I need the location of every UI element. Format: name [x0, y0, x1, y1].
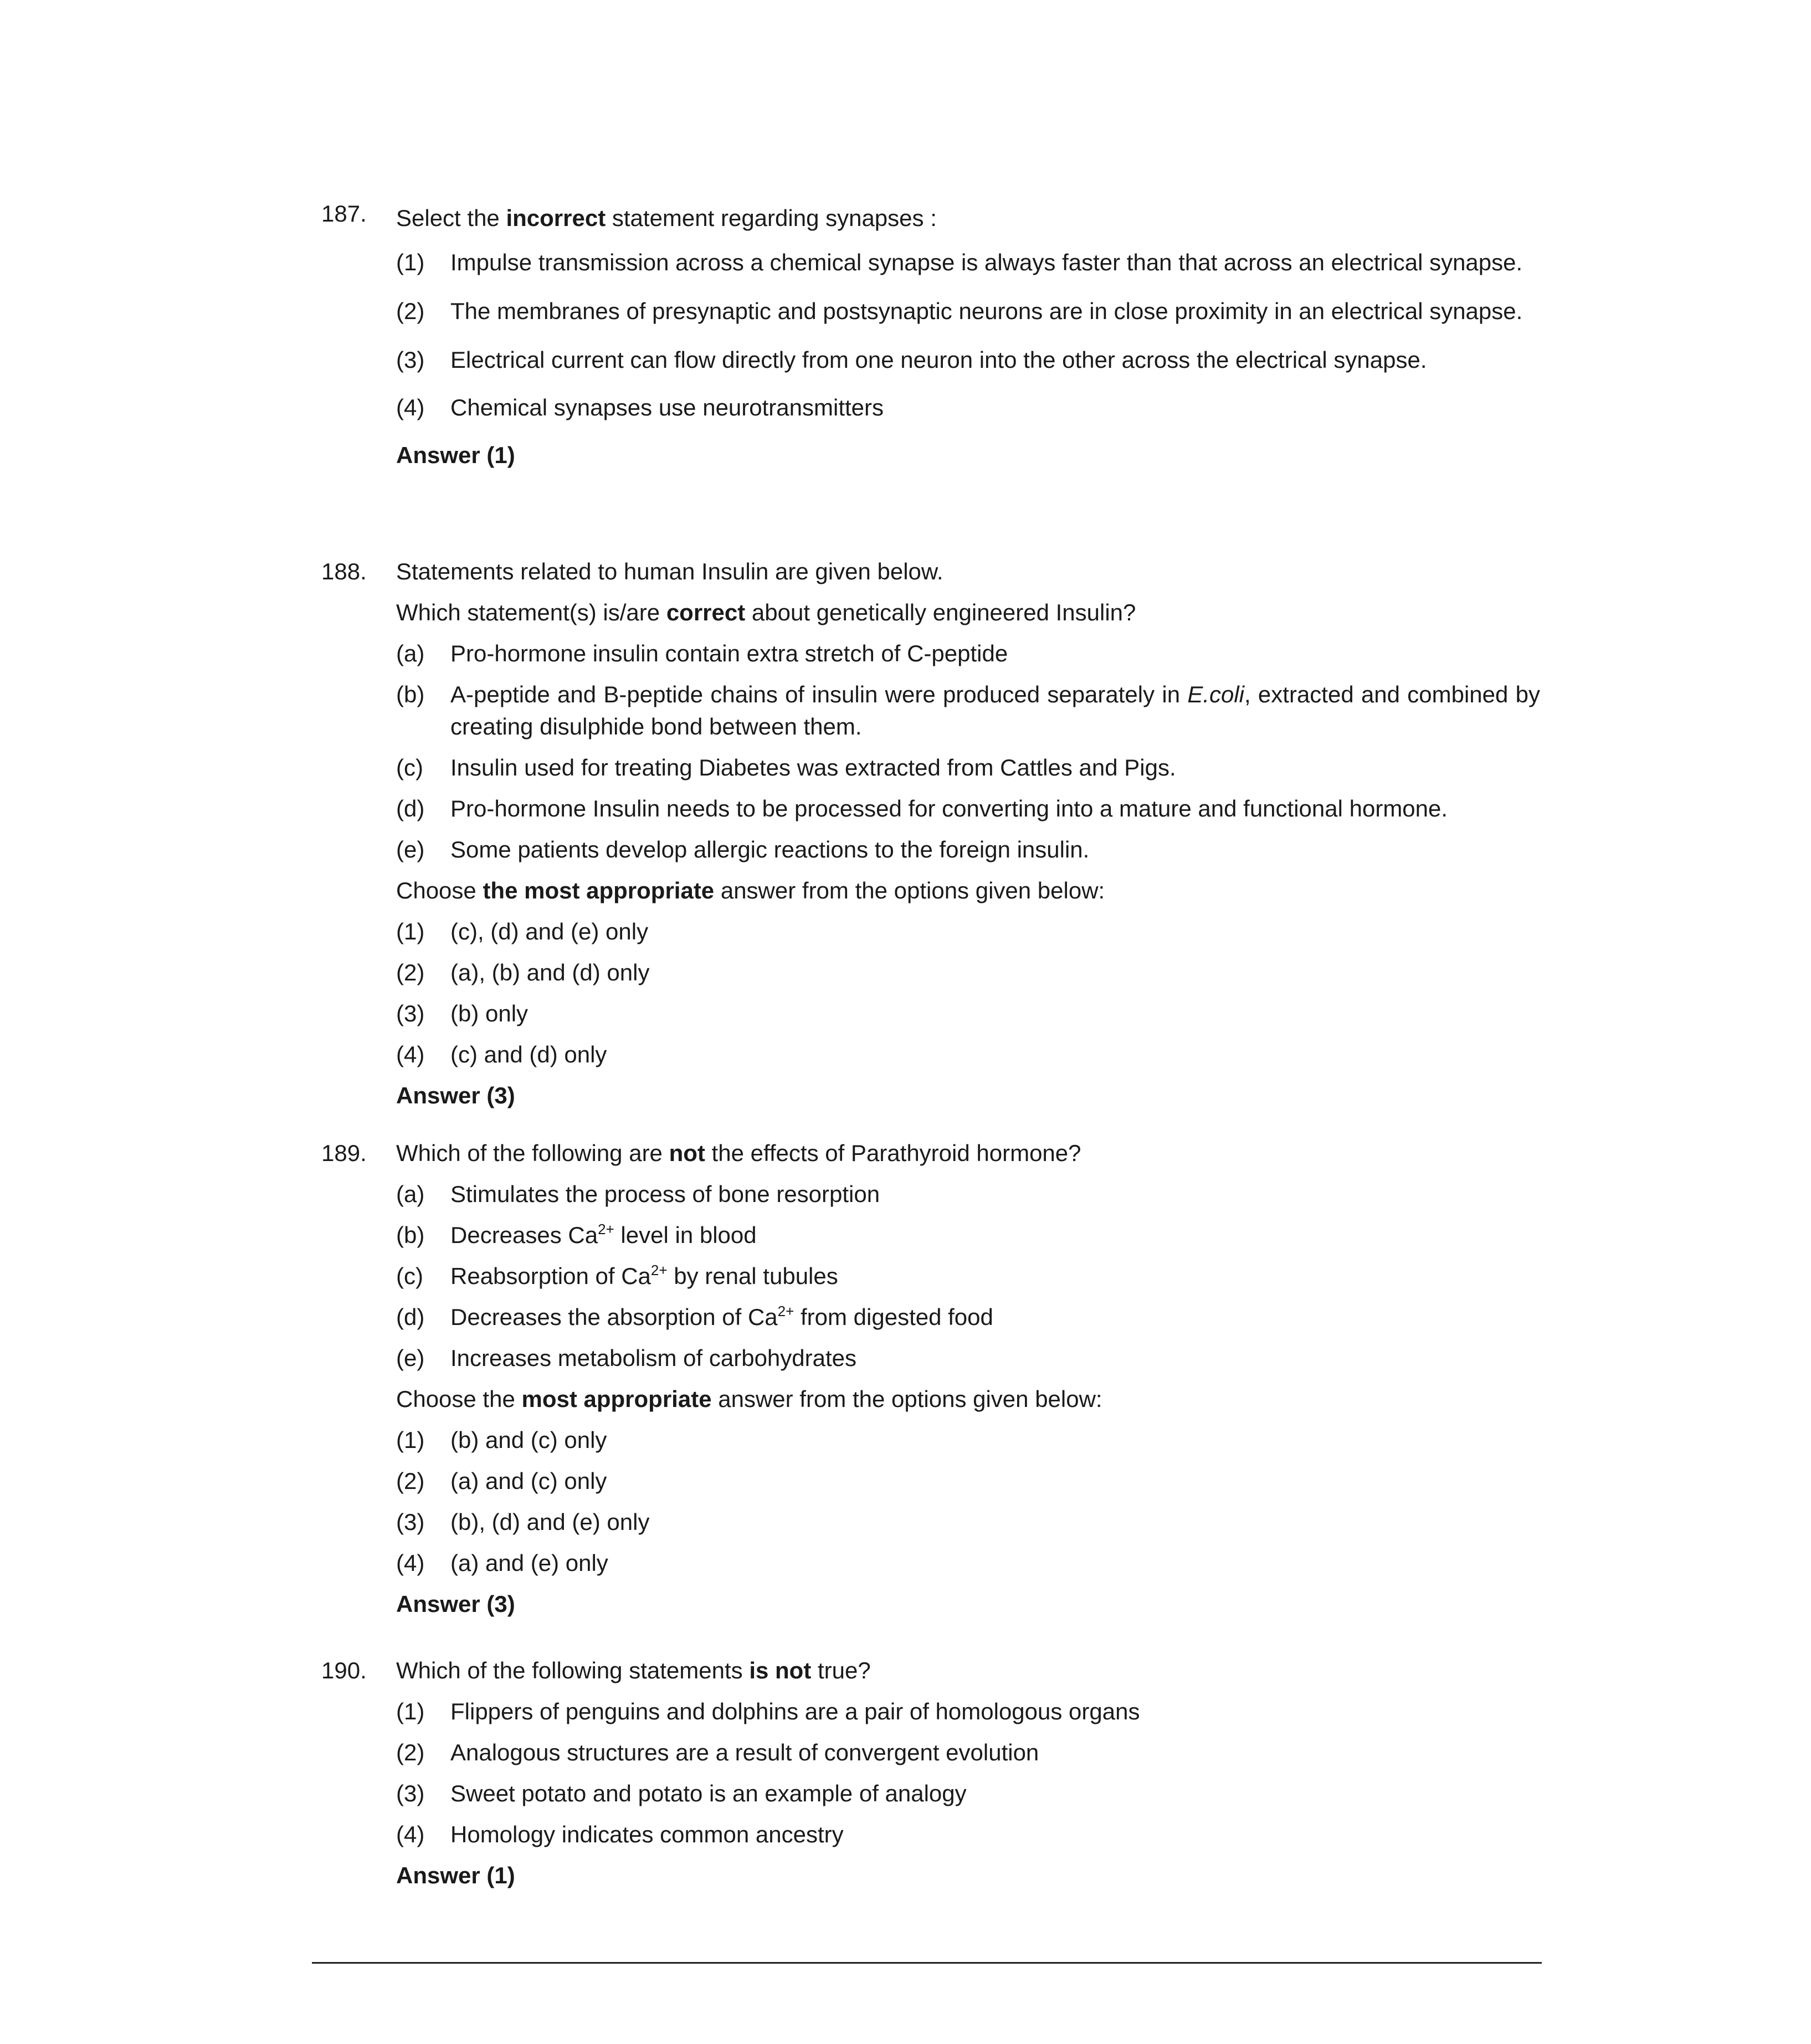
statement-label: (c)	[396, 1263, 423, 1289]
option-3	[396, 998, 1540, 1030]
statement-a	[396, 638, 1540, 670]
option-text: (a), (b) and (d) only	[450, 959, 650, 985]
question-188	[321, 556, 1540, 1112]
option-label: (3)	[396, 1000, 425, 1026]
statement-a	[396, 1178, 1540, 1210]
stem-text: Which of the following are	[396, 1140, 669, 1166]
option-text: Homology indicates common ancestry	[450, 1821, 844, 1847]
statement-text-part: by renal tubules	[667, 1263, 838, 1289]
question-187	[321, 198, 1540, 471]
question-body	[396, 202, 1540, 471]
option-label: (4)	[396, 394, 425, 420]
statement-b	[396, 1219, 1540, 1251]
statement-text	[450, 1301, 1540, 1333]
option-4	[396, 1547, 1540, 1579]
ion-charge: 2+	[777, 1303, 794, 1319]
statement-label: (b)	[396, 1222, 425, 1248]
option-label: (1)	[396, 918, 425, 944]
option-text: (b), (d) and (e) only	[450, 1509, 650, 1535]
stem-text: Select the	[396, 205, 506, 231]
statement-text	[450, 679, 1540, 743]
option-1	[396, 916, 1540, 948]
option-2	[396, 957, 1540, 989]
answer-label: Answer (1)	[396, 1862, 515, 1888]
stem-text: true?	[811, 1657, 871, 1683]
option-4	[396, 1819, 1540, 1851]
stem-bold: is not	[749, 1657, 812, 1683]
statement-d	[396, 793, 1540, 825]
option-label: (4)	[396, 1041, 425, 1067]
question-189	[321, 1137, 1540, 1620]
question-number: 190.	[321, 1657, 367, 1683]
option-text: (b) and (c) only	[450, 1427, 607, 1453]
statement-label: (d)	[396, 795, 425, 821]
statement-label: (b)	[396, 681, 425, 707]
statement-c	[396, 752, 1540, 784]
option-1	[396, 1696, 1540, 1728]
option-label: (1)	[396, 249, 425, 275]
choose-text: answer from the options given below:	[711, 1386, 1102, 1412]
option-label: (2)	[396, 959, 425, 985]
stem-text: the effects of Parathyroid hormone?	[705, 1140, 1081, 1166]
choose-text: answer from the options given below:	[714, 877, 1105, 903]
statement-e	[396, 1342, 1540, 1374]
option-label: (2)	[396, 298, 425, 324]
statement-label: (e)	[396, 1345, 425, 1371]
option-3	[396, 344, 1540, 376]
stem-bold: correct	[666, 599, 746, 625]
option-text: (c), (d) and (e) only	[450, 918, 649, 944]
option-text: Sweet potato and potato is an example of analogy	[450, 1780, 967, 1806]
option-text: Electrical current can flow directly from one neuron into the other across the electrical synapse.	[450, 347, 1427, 373]
answer-label: Answer (3)	[396, 1082, 515, 1108]
option-text: The membranes of presynaptic and postsynaptic neurons are in close proximity in an electrical synapse.	[450, 298, 1523, 324]
statement-text-part: Reabsorption of Ca	[450, 1263, 651, 1289]
option-text: (a) and (c) only	[450, 1468, 607, 1494]
option-text: Impulse transmission across a chemical synapse is always faster than that across an electrical synapse.	[450, 249, 1523, 275]
statement-label: (a)	[396, 1181, 425, 1207]
statement-d	[396, 1301, 1540, 1333]
question-body	[396, 1137, 1540, 1620]
option-text: (b) only	[450, 1000, 529, 1026]
option-1	[396, 246, 1540, 279]
statement-text: Increases metabolism of carbohydrates	[450, 1345, 857, 1371]
option-1	[396, 1424, 1540, 1456]
option-3	[396, 1778, 1540, 1810]
stem-bold: not	[669, 1140, 705, 1166]
question-number: 187.	[321, 201, 367, 227]
option-text: (c) and (d) only	[450, 1041, 607, 1067]
option-label: (2)	[396, 1739, 425, 1765]
option-label: (4)	[396, 1550, 425, 1576]
option-label: (1)	[396, 1698, 425, 1724]
statement-b	[396, 679, 1540, 743]
option-2	[396, 295, 1540, 327]
question-number: 189.	[321, 1140, 367, 1166]
stem-bold: incorrect	[506, 205, 606, 231]
question-stem	[396, 1137, 1540, 1169]
ion-charge: 2+	[598, 1221, 614, 1237]
option-label: (3)	[396, 1780, 425, 1806]
choose-bold: the most appropriate	[483, 877, 715, 903]
choose-text: Choose the	[396, 1386, 522, 1412]
footer-divider	[312, 1962, 1542, 1964]
question-stem-line-1: Statements related to human Insulin are given below.	[396, 558, 943, 584]
choose-instruction	[396, 875, 1540, 907]
answer-label: Answer (1)	[396, 442, 515, 468]
statement-italic: E.coli	[1187, 681, 1245, 707]
option-2	[396, 1465, 1540, 1497]
question-body	[396, 556, 1540, 1112]
option-label: (3)	[396, 347, 425, 373]
statement-text-part: , extracted and combined by creating disulphide bond between them.	[450, 681, 1540, 739]
choose-text: Choose	[396, 877, 483, 903]
option-4	[396, 1039, 1540, 1071]
stem-text: Which statement(s) is/are	[396, 599, 666, 625]
question-190	[321, 1655, 1540, 1892]
question-number: 188.	[321, 558, 367, 584]
ion-charge: 2+	[650, 1262, 668, 1278]
option-text: Flippers of penguins and dolphins are a pair of homologous organs	[450, 1698, 1140, 1724]
statement-text-part: Decreases the absorption of Ca	[450, 1304, 778, 1330]
statement-label: (d)	[396, 1304, 425, 1330]
option-2	[396, 1737, 1540, 1769]
stem-text: Which of the following statements	[396, 1657, 750, 1683]
statement-text: Insulin used for treating Diabetes was extracted from Cattles and Pigs.	[450, 754, 1176, 780]
statement-text-part: level in blood	[614, 1222, 757, 1248]
statement-text-part: A-peptide and B-peptide chains of insulin were produced separately in	[450, 681, 1188, 707]
option-4	[396, 392, 1540, 424]
stem-text: statement regarding synapses :	[606, 205, 937, 231]
question-body	[396, 1655, 1540, 1892]
statement-text: Pro-hormone insulin contain extra stretch of C-peptide	[450, 640, 1008, 666]
question-stem-line-2	[396, 597, 1540, 629]
statement-text-part: from digested food	[794, 1304, 993, 1330]
statement-text: Stimulates the process of bone resorption	[450, 1181, 880, 1207]
statement-label: (c)	[396, 754, 423, 780]
statement-label: (a)	[396, 640, 425, 666]
stem-text: about genetically engineered Insulin?	[745, 599, 1136, 625]
option-label: (3)	[396, 1509, 425, 1535]
statement-text-part: Decreases Ca	[450, 1222, 598, 1248]
option-3	[396, 1506, 1540, 1538]
option-text: Chemical synapses use neurotransmitters	[450, 394, 884, 420]
choose-bold: most appropriate	[521, 1386, 712, 1412]
question-stem	[396, 1655, 1540, 1687]
option-label: (2)	[396, 1468, 425, 1494]
question-stem	[396, 202, 1540, 234]
statement-c	[396, 1260, 1540, 1292]
option-label: (1)	[396, 1427, 425, 1453]
statement-label: (e)	[396, 836, 425, 862]
answer-label: Answer (3)	[396, 1591, 515, 1617]
statement-text: Some patients develop allergic reactions to the foreign insulin.	[450, 836, 1090, 862]
statement-text: Pro-hormone Insulin needs to be processed for converting into a mature and functional hormone.	[450, 795, 1448, 821]
statement-text	[450, 1219, 1540, 1251]
choose-instruction	[396, 1383, 1540, 1415]
option-text: Analogous structures are a result of convergent evolution	[450, 1739, 1039, 1765]
option-label: (4)	[396, 1821, 425, 1847]
statement-e	[396, 834, 1540, 866]
statement-text	[450, 1260, 1540, 1292]
option-text: (a) and (e) only	[450, 1550, 608, 1576]
